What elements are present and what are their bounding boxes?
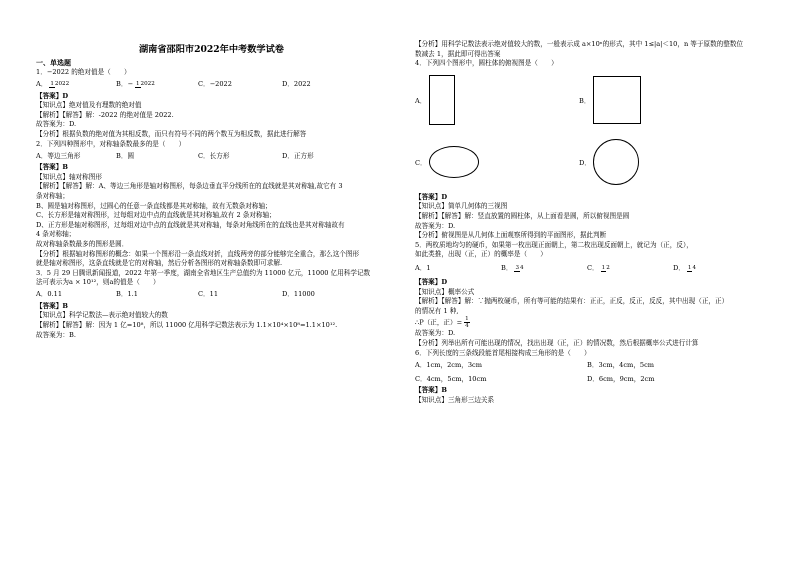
question-1-stem: 1．−2022 的绝对值是（ ） — [36, 68, 131, 76]
final-answer: 故答案为：D. — [415, 221, 456, 230]
answer: 【答案】D — [36, 91, 69, 100]
option-d-label: D． — [579, 158, 591, 167]
q3-analysis-continued: 数减去 1，据此即可得出答案 — [415, 49, 501, 58]
option-d: D．11000 — [282, 290, 315, 299]
final-answer: 故答案为：D. — [415, 329, 456, 338]
question-2-stem: 2．下列四种图形中，对称轴条数最多的是（ ） — [36, 139, 186, 148]
knowledge-point: 【知识点】科学记数法—表示绝对值较大的数 — [36, 311, 168, 320]
section-heading: 一、单选题 — [36, 58, 71, 67]
option-a: A．等边三角形 — [36, 151, 81, 160]
document-title: 湖南省邵阳市2022年中考数学试卷 — [138, 44, 284, 55]
question-6-stem: 6．下列长度的三条线段能首尾相接构成三角形的是（ ） — [415, 348, 591, 357]
analysis-continued: 就是轴对称图形，这条直线就是它的对称轴，然后分析各图形的对称轴条数即可求解. — [36, 259, 283, 268]
final-answer: 故答案为：B. — [36, 330, 76, 339]
tall-rectangle-figure — [429, 75, 455, 125]
option-b: B．1.1 — [116, 290, 138, 299]
analysis: 【分析】根据轴对称图形的概念：如果一个图形沿一条直线对折，直线两旁的部分能够完全重合，那么这个图形 — [36, 249, 360, 258]
analysis: 【分析】列举出所有可能出现的情况，找出出现（正，正）的情况数，然后根据概率公式进行计算 — [415, 338, 699, 347]
option-c: C．11 — [198, 290, 219, 299]
solution-c: C、长方形是轴对称图形，过每组对边中点的直线就是其对称轴,故有 2 条对称轴； — [36, 211, 276, 220]
answer: 【答案】B — [36, 163, 68, 172]
question-6-options-row-2 — [415, 372, 772, 386]
question-3-options — [36, 288, 387, 302]
option-a: A．1 — [415, 264, 431, 273]
option-b: B． 34 — [501, 264, 524, 273]
question-5-stem: 5．两枚质地均匀的硬币，如果第一枚出现正面朝上，第二枚出现反面朝上，就记为（正，反）， — [415, 240, 693, 249]
final-answer: 故答案为：D. — [36, 120, 77, 129]
option-d: D．2022 — [282, 80, 311, 89]
answer: 【答案】D — [415, 192, 448, 201]
solution: 【解析】【解答】解：-2022 的绝对值是 2022. — [36, 110, 174, 119]
solution-continued: 条对称轴； — [36, 191, 69, 200]
ellipse-figure — [429, 146, 479, 178]
solution: 【解析】【解答】解：竖直放置的圆柱体，从上面看是圆，所以俯视图是圆 — [415, 211, 630, 220]
circle-figure — [593, 139, 639, 185]
question-3-stem: 3．5 月 29 日腾讯新闻报道，2022 年第一季度，湖南全省地区生产总值约为 11000 亿元，11000 亿用科学记数 — [36, 268, 371, 277]
fraction: 12022 — [135, 80, 155, 87]
question-2-options — [36, 149, 387, 163]
solution-continued: 的情况有 1 种, — [415, 306, 459, 315]
solution-b: B、圆是轴对称图形，过圆心的任意一条直线都是其对称轴，故有无数条对称轴； — [36, 201, 272, 210]
knowledge-point: 【知识点】轴对称图形 — [36, 172, 102, 181]
question-3-stem-continued: 法可表示为a × 10¹²，则a的值是（ ） — [36, 278, 160, 287]
square-figure — [593, 76, 641, 124]
knowledge-point: 【知识点】绝对值及有理数的绝对值 — [36, 101, 142, 110]
option-d: D． 14 — [673, 264, 697, 273]
option-c: C． 12 — [587, 264, 610, 273]
option-c: C．长方形 — [198, 151, 230, 160]
question-6-options-row-1 — [415, 358, 772, 372]
question-5-options — [415, 260, 772, 278]
answer: 【答案】D — [415, 277, 448, 286]
knowledge-point: 【知识点】简单几何体的三视图 — [415, 202, 508, 211]
fraction: $\frac{1}{4}$ — [465, 316, 469, 330]
solution: 【解析】【解答】解：∵抛两枚硬币，所有等可能的结果有：正正，正反，反正，反反，其中出现（正，正） — [415, 297, 729, 306]
answer: 【答案】B — [36, 301, 68, 310]
option-c: C．−2022 — [198, 80, 232, 89]
fraction: 12022 — [50, 80, 70, 87]
option-a: A．1cm，2cm，3cm — [415, 360, 482, 369]
option-b: B．圆 — [116, 151, 135, 160]
fraction: 14 — [687, 264, 697, 271]
option-c-label: C． — [415, 158, 427, 167]
figure-row-2 — [415, 131, 772, 193]
analysis: 【分析】根据负数的绝对值为其相反数，而只有符号不同的两个数互为相反数，据此进行解答 — [36, 129, 307, 138]
option-d: D．正方形 — [282, 151, 314, 160]
knowledge-point: 【知识点】三角形三边关系 — [415, 395, 495, 404]
option-a-label: A． — [415, 96, 427, 105]
solution-d-continued: 4 条对称轴； — [36, 230, 76, 239]
fraction: 34 — [515, 264, 524, 271]
solution: 【解析】【解答】解：因为 1 亿=10⁸，所以 11000 亿用科学记数法表示为 1.1×10⁴×10⁸=1.1×10¹². — [36, 321, 338, 330]
question-1-options — [36, 78, 387, 92]
option-a: A． 12022 — [36, 80, 70, 89]
q3-analysis: 【分析】用科学记数法表示绝对值较大的数，一般表示成 a×10ⁿ的形式，其中 1≤|a|＜10，n 等于原数的整数位 — [415, 40, 744, 48]
option-a: A．0.11 — [36, 290, 63, 299]
analysis: 【分析】俯视图是从几何体上面观察所得到的平面图形，据此判断 — [415, 231, 607, 240]
question-4-stem: 4．下列四个图形中，圆柱体的俯视图是（ ） — [415, 59, 558, 68]
option-d: D．6cm，9cm，2cm — [587, 374, 655, 383]
final-answer: 故对称轴条数最多的图形是圆． — [36, 239, 129, 248]
knowledge-point: 【知识点】概率公式 — [415, 287, 475, 296]
answer: 【答案】B — [415, 386, 447, 395]
option-c: C．4cm，5cm，10cm — [415, 374, 487, 383]
option-b: B．− 12022 — [116, 80, 155, 89]
option-b-label: B． — [579, 96, 591, 105]
probability-result: ∴P（正，正）= $\frac{1}{4}$ — [415, 316, 469, 330]
question-5-stem-continued: 如此类推，出现（正，正）的概率是（ ） — [415, 250, 547, 259]
right-page — [397, 0, 794, 562]
solution-d: D、正方形是轴对称图形，过每组对边中点的直线就是其对称轴，每条对角线所在的直线也是其对称轴故有 — [36, 220, 345, 229]
fraction: 12 — [601, 264, 610, 271]
figure-row-1 — [415, 69, 772, 131]
solution: 【解析】【解答】解：A、等边三角形是轴对称图形，每条边垂直平分线所在的直线就是其对称轴,故它有 3 — [36, 182, 343, 191]
option-b: B．3cm，4cm，5cm — [587, 360, 655, 369]
